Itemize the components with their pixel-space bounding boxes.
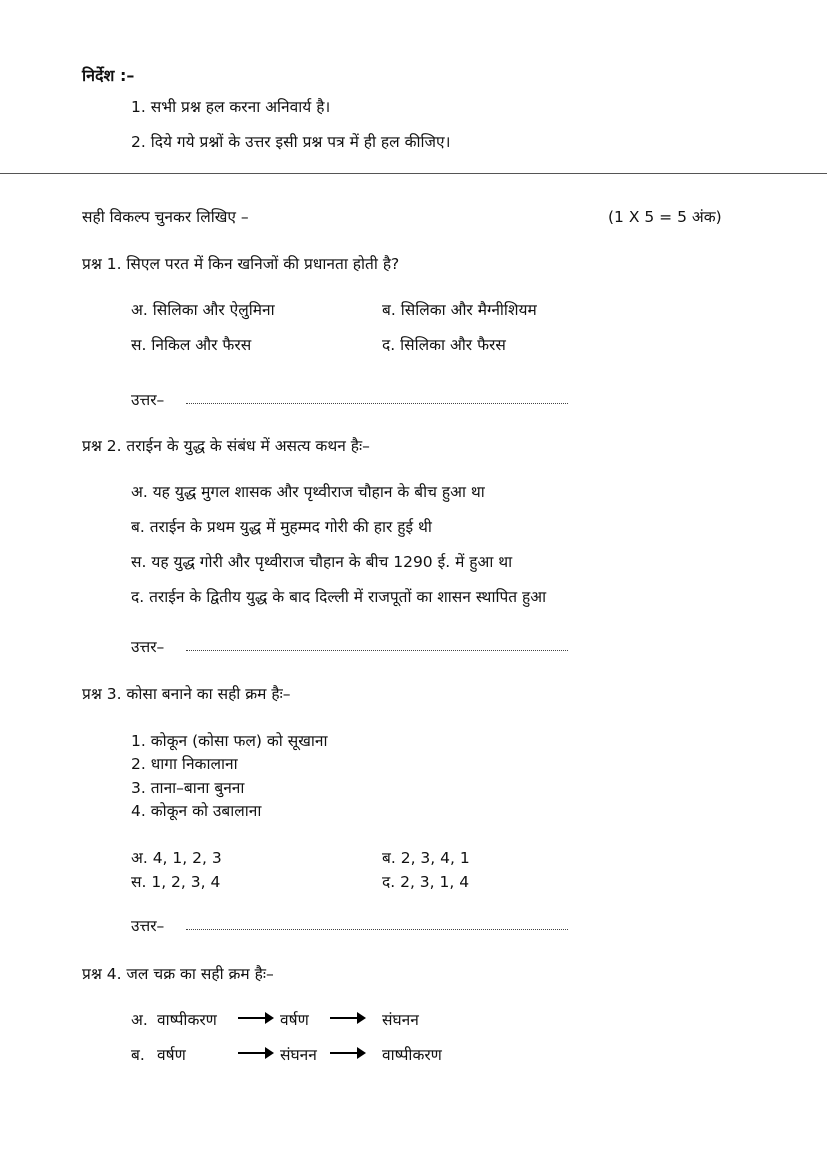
q2-option-c: स. यह युद्ध गोरी और पृथ्वीराज चौहान के बीच 1290 ई. में हुआ था [131, 553, 513, 571]
right-arrow-icon [238, 1047, 274, 1059]
q3-step-1: 1. कोकून (कोसा फल) को सूखाना [131, 732, 328, 750]
q1-option-b: ब. सिलिका और मैग्नीशियम [382, 301, 537, 319]
q4-option-a-step-1: वाष्पीकरण [157, 1011, 217, 1029]
q4-option-a-step-2: वर्षण [280, 1011, 309, 1029]
q4-option-a-prefix: अ. [131, 1011, 148, 1029]
q3-step-3: 3. ताना–बाना बुनना [131, 779, 245, 797]
q3-option-b: ब. 2, 3, 4, 1 [382, 849, 470, 867]
q3-answer-label: उत्तर– [131, 917, 165, 935]
q2-option-b: ब. तराईन के प्रथम युद्ध में मुहम्मद गोरी की हार हुई थी [131, 518, 432, 536]
q3-step-4: 4. कोकून को उबालाना [131, 802, 262, 820]
right-arrow-icon [330, 1012, 366, 1024]
q3-option-a: अ. 4, 1, 2, 3 [131, 849, 222, 867]
q1-option-d: द. सिलिका और फैरस [382, 336, 506, 354]
q4-option-b-step-1: वर्षण [157, 1046, 186, 1064]
question-3-text: प्रश्न 3. कोसा बनाने का सही क्रम हैः– [82, 685, 291, 703]
q3-answer-line[interactable] [186, 929, 568, 930]
section-marks: (1 X 5 = 5 अंक) [608, 208, 722, 226]
q4-option-b-step-2: संघनन [280, 1046, 317, 1064]
q1-answer-label: उत्तर– [131, 391, 165, 409]
q1-option-c: स. निकिल और फैरस [131, 336, 252, 354]
right-arrow-icon [330, 1047, 366, 1059]
q3-option-d: द. 2, 3, 1, 4 [382, 873, 470, 891]
section-title: सही विकल्प चुनकर लिखिए – [82, 208, 249, 226]
q2-option-a: अ. यह युद्ध मुगल शासक और पृथ्वीराज चौहान के बीच हुआ था [131, 483, 485, 501]
right-arrow-icon [238, 1012, 274, 1024]
question-2-text: प्रश्न 2. तराईन के युद्ध के संबंध में असत्य कथन हैः– [82, 437, 370, 455]
q3-option-c: स. 1, 2, 3, 4 [131, 873, 221, 891]
instruction-item-1: 1. सभी प्रश्न हल करना अनिवार्य है। [131, 98, 331, 116]
question-4-text: प्रश्न 4. जल चक्र का सही क्रम हैः– [82, 965, 274, 983]
q2-option-d: द. तराईन के द्वितीय युद्ध के बाद दिल्ली में राजपूतों का शासन स्थापित हुआ [131, 588, 547, 606]
instruction-item-2: 2. दिये गये प्रश्नों के उत्तर इसी प्रश्न पत्र में ही हल कीजिए। [131, 133, 451, 151]
q1-answer-line[interactable] [186, 403, 568, 404]
q4-option-b-step-3: वाष्पीकरण [382, 1046, 442, 1064]
q3-step-2: 2. धागा निकालाना [131, 755, 238, 773]
q2-answer-label: उत्तर– [131, 638, 165, 656]
q4-option-a-step-3: संघनन [382, 1011, 419, 1029]
q2-answer-line[interactable] [186, 650, 568, 651]
question-1-text: प्रश्न 1. सिएल परत में किन खनिजों की प्रधानता होती है? [82, 255, 400, 273]
q4-option-b-prefix: ब. [131, 1046, 145, 1064]
section-divider [0, 173, 827, 174]
q1-option-a: अ. सिलिका और ऐलुमिना [131, 301, 275, 319]
instructions-heading: निर्देश :– [82, 66, 135, 85]
